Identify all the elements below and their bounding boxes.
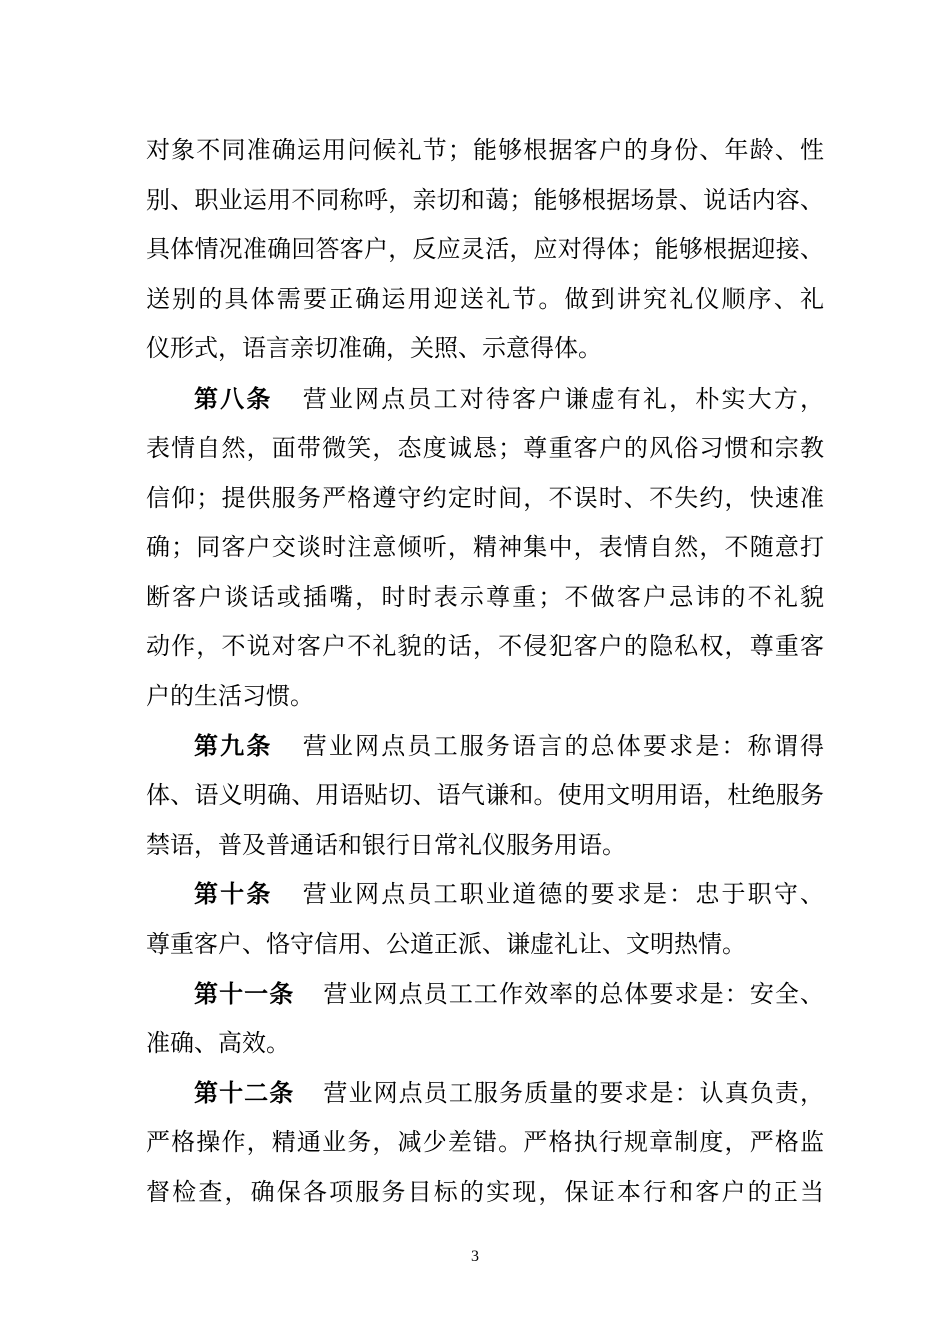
text-line: 准确、高效。 [146,1029,290,1057]
article-text: 营业网点员工职业道德的要求是：忠于职守、 [300,880,825,908]
text-line: 尊重客户、恪守信用、公道正派、谦虚礼让、文明热情。 [146,930,746,958]
article-heading: 第十一条 [194,979,295,1008]
article-heading: 第八条 [194,384,273,413]
text-line: 户的生活习惯。 [146,682,314,710]
text-line: 信仰；提供服务严格遵守约定时间，不误时、不失约，快速准 [146,484,824,512]
article-9-first-line [194,726,824,766]
article-heading: 第九条 [194,731,273,760]
text-line: 表情自然，面带微笑，态度诚恳；尊重客户的风俗习惯和宗教 [146,434,824,462]
text-line: 具体情况准确回答客户，反应灵活，应对得体；能够根据迎接、 [146,235,824,263]
article-text: 营业网点员工对待客户谦虚有礼，朴实大方， [300,385,825,413]
text-line: 仪形式，语言亲切准确，关照、示意得体。 [146,334,602,362]
article-12-first-line [194,1073,824,1113]
text-line: 体、语义明确、用语贴切、语气谦和。使用文明用语，杜绝服务 [146,781,824,809]
article-text: 营业网点员工工作效率的总体要求是：安全、 [322,980,825,1008]
article-10-first-line [194,874,824,914]
text-line: 确；同客户交谈时注意倾听，精神集中，表情自然，不随意打 [146,533,824,561]
article-text: 营业网点员工服务质量的要求是：认真负责， [322,1079,825,1107]
text-line: 动作，不说对客户不礼貌的话，不侵犯客户的隐私权，尊重客 [146,632,824,660]
text-line: 督检查，确保各项服务目标的实现，保证本行和客户的正当 [146,1178,824,1206]
text-line: 严格操作，精通业务，减少差错。严格执行规章制度，严格监 [146,1128,824,1156]
text-line: 送别的具体需要正确运用迎送礼节。做到讲究礼仪顺序、礼 [146,285,824,313]
article-text: 营业网点员工服务语言的总体要求是：称谓得 [300,732,825,760]
page-number: 3 [471,1248,479,1265]
article-heading: 第十二条 [194,1078,295,1107]
article-8-first-line [194,379,824,419]
text-line: 断客户谈话或插嘴，时时表示尊重；不做客户忌讳的不礼貌 [146,583,824,611]
text-line: 别、职业运用不同称呼，亲切和蔼；能够根据场景、说话内容、 [146,186,824,214]
text-line: 对象不同准确运用问候礼节；能够根据客户的身份、年龄、性 [146,136,824,164]
article-heading: 第十条 [194,879,273,908]
article-11-first-line [194,974,824,1014]
text-line: 禁语，普及普通话和银行日常礼仪服务用语。 [146,831,626,859]
